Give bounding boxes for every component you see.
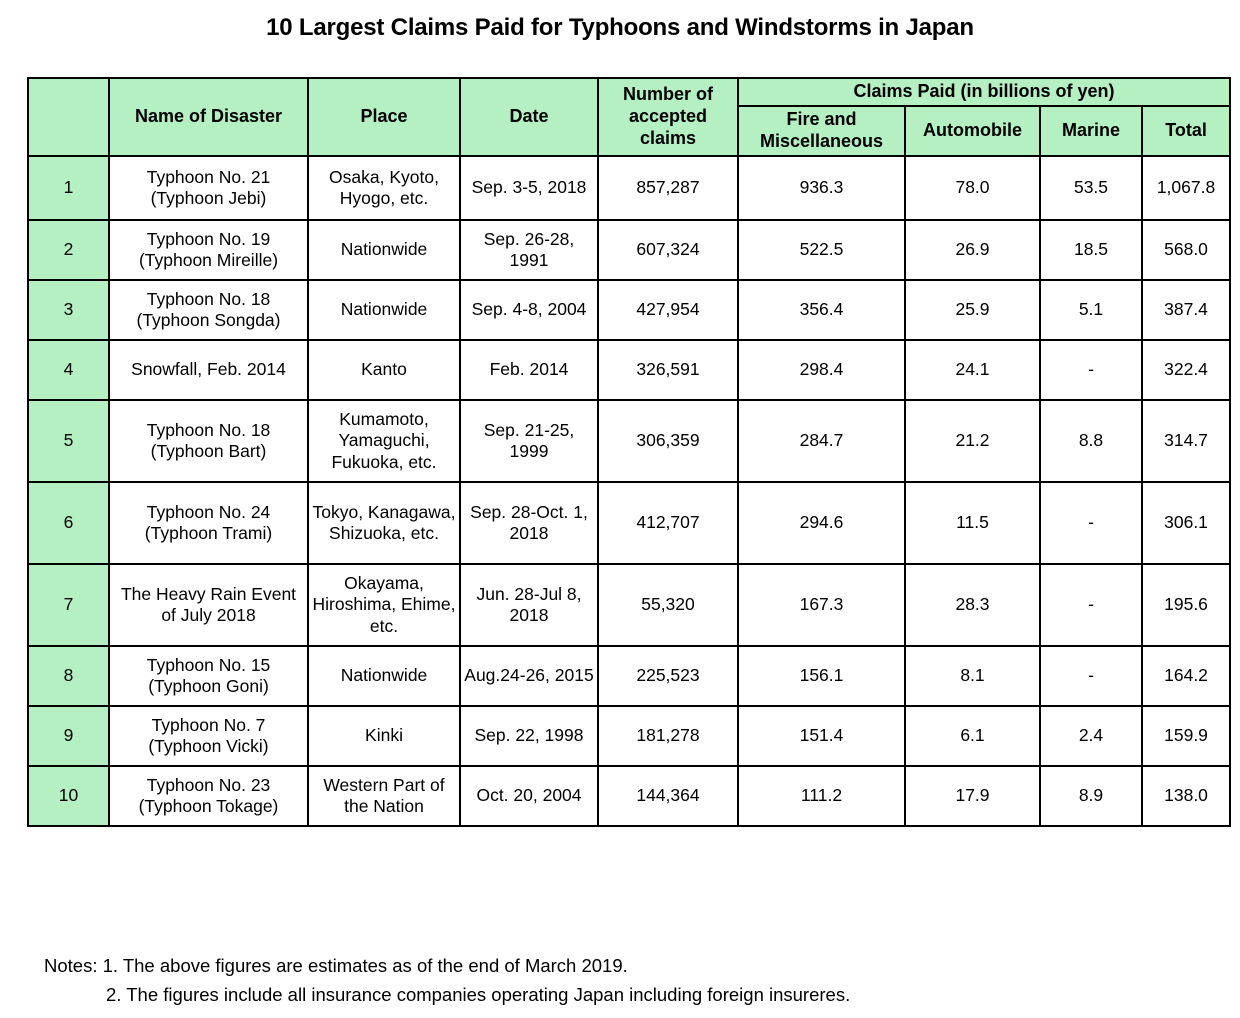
cell-total: 314.7 [1142,400,1230,482]
header-fire-and-miscellaneous: Fire and Miscellaneous [738,106,905,156]
cell-marine: - [1040,340,1142,400]
header-date: Date [460,78,598,156]
cell-name: Typhoon No. 18 (Typhoon Bart) [109,400,308,482]
cell-count: 55,320 [598,564,738,646]
cell-date: Sep. 28-Oct. 1, 2018 [460,482,598,564]
header-row-top [28,78,1230,106]
cell-fire: 522.5 [738,220,905,280]
table-row [28,340,1230,400]
cell-total: 138.0 [1142,766,1230,826]
cell-name: Typhoon No. 21 (Typhoon Jebi) [109,156,308,220]
header-claims-paid-group: Claims Paid (in billions of yen) [738,78,1230,106]
notes-block [44,952,850,1009]
cell-date: Aug.24-26, 2015 [460,646,598,706]
cell-count: 144,364 [598,766,738,826]
cell-name: Typhoon No. 23 (Typhoon Tokage) [109,766,308,826]
cell-marine: - [1040,646,1142,706]
cell-date: Jun. 28-Jul 8, 2018 [460,564,598,646]
table-row [28,564,1230,646]
cell-automobile: 8.1 [905,646,1040,706]
cell-count: 427,954 [598,280,738,340]
cell-marine: - [1040,482,1142,564]
header-number-of-accepted-claims: Number of accepted claims [598,78,738,156]
cell-marine: - [1040,564,1142,646]
cell-automobile: 17.9 [905,766,1040,826]
table-row [28,706,1230,766]
cell-count: 412,707 [598,482,738,564]
cell-place: Nationwide [308,646,460,706]
cell-name: Typhoon No. 15 (Typhoon Goni) [109,646,308,706]
table-body [28,156,1230,826]
header-marine: Marine [1040,106,1142,156]
cell-count: 225,523 [598,646,738,706]
table-row [28,156,1230,220]
cell-place: Okayama, Hiroshima, Ehime, etc. [308,564,460,646]
cell-count: 306,359 [598,400,738,482]
cell-total: 1,067.8 [1142,156,1230,220]
note-line-2 [44,981,850,1010]
cell-name: Typhoon No. 24 (Typhoon Trami) [109,482,308,564]
cell-name: The Heavy Rain Event of July 2018 [109,564,308,646]
header-name-of-disaster: Name of Disaster [109,78,308,156]
cell-fire: 298.4 [738,340,905,400]
cell-place: Nationwide [308,280,460,340]
notes-label: Notes: [44,955,98,976]
cell-date: Sep. 21-25, 1999 [460,400,598,482]
cell-fire: 294.6 [738,482,905,564]
cell-automobile: 26.9 [905,220,1040,280]
cell-rank: 7 [28,564,109,646]
cell-place: Osaka, Kyoto, Hyogo, etc. [308,156,460,220]
header-automobile: Automobile [905,106,1040,156]
cell-automobile: 28.3 [905,564,1040,646]
cell-total: 568.0 [1142,220,1230,280]
table-row [28,646,1230,706]
claims-table [27,77,1231,827]
cell-place: Kumamoto, Yamaguchi, Fukuoka, etc. [308,400,460,482]
table-row [28,400,1230,482]
cell-automobile: 6.1 [905,706,1040,766]
table-row [28,482,1230,564]
cell-name: Snowfall, Feb. 2014 [109,340,308,400]
note-1-text: 1. The above figures are estimates as of the end of March 2019. [102,955,628,976]
cell-rank: 10 [28,766,109,826]
cell-fire: 151.4 [738,706,905,766]
cell-rank: 1 [28,156,109,220]
cell-place: Western Part of the Nation [308,766,460,826]
cell-fire: 284.7 [738,400,905,482]
page-title: 10 Largest Claims Paid for Typhoons and Windstorms in Japan [266,14,974,41]
cell-rank: 5 [28,400,109,482]
cell-rank: 6 [28,482,109,564]
cell-fire: 936.3 [738,156,905,220]
cell-name: Typhoon No. 19 (Typhoon Mireille) [109,220,308,280]
header-place: Place [308,78,460,156]
header-rank [28,78,109,156]
cell-marine: 2.4 [1040,706,1142,766]
cell-fire: 167.3 [738,564,905,646]
header-total: Total [1142,106,1230,156]
cell-count: 326,591 [598,340,738,400]
cell-rank: 9 [28,706,109,766]
cell-date: Oct. 20, 2004 [460,766,598,826]
table-row [28,766,1230,826]
cell-count: 181,278 [598,706,738,766]
cell-total: 159.9 [1142,706,1230,766]
table-row [28,280,1230,340]
cell-name: Typhoon No. 18 (Typhoon Songda) [109,280,308,340]
cell-date: Sep. 4-8, 2004 [460,280,598,340]
cell-date: Sep. 3-5, 2018 [460,156,598,220]
table-header [28,78,1230,156]
cell-automobile: 21.2 [905,400,1040,482]
cell-date: Sep. 22, 1998 [460,706,598,766]
note-line-1 [44,952,850,981]
cell-place: Nationwide [308,220,460,280]
cell-total: 387.4 [1142,280,1230,340]
cell-automobile: 78.0 [905,156,1040,220]
cell-automobile: 25.9 [905,280,1040,340]
cell-rank: 4 [28,340,109,400]
cell-total: 322.4 [1142,340,1230,400]
table-row [28,220,1230,280]
cell-date: Sep. 26-28, 1991 [460,220,598,280]
cell-total: 164.2 [1142,646,1230,706]
cell-fire: 111.2 [738,766,905,826]
cell-fire: 356.4 [738,280,905,340]
cell-date: Feb. 2014 [460,340,598,400]
cell-name: Typhoon No. 7 (Typhoon Vicki) [109,706,308,766]
cell-automobile: 24.1 [905,340,1040,400]
cell-marine: 8.9 [1040,766,1142,826]
cell-marine: 53.5 [1040,156,1142,220]
cell-automobile: 11.5 [905,482,1040,564]
cell-fire: 156.1 [738,646,905,706]
cell-count: 607,324 [598,220,738,280]
cell-marine: 18.5 [1040,220,1142,280]
cell-rank: 3 [28,280,109,340]
note-2-text: 2. The figures include all insurance companies operating Japan including foreign insureres. [106,983,851,1005]
cell-marine: 5.1 [1040,280,1142,340]
cell-total: 195.6 [1142,564,1230,646]
cell-count: 857,287 [598,156,738,220]
cell-place: Kinki [308,706,460,766]
cell-place: Tokyo, Kanagawa, Shizuoka, etc. [308,482,460,564]
cell-rank: 8 [28,646,109,706]
cell-place: Kanto [308,340,460,400]
cell-rank: 2 [28,220,109,280]
claims-table-container [27,77,1229,827]
cell-marine: 8.8 [1040,400,1142,482]
cell-total: 306.1 [1142,482,1230,564]
